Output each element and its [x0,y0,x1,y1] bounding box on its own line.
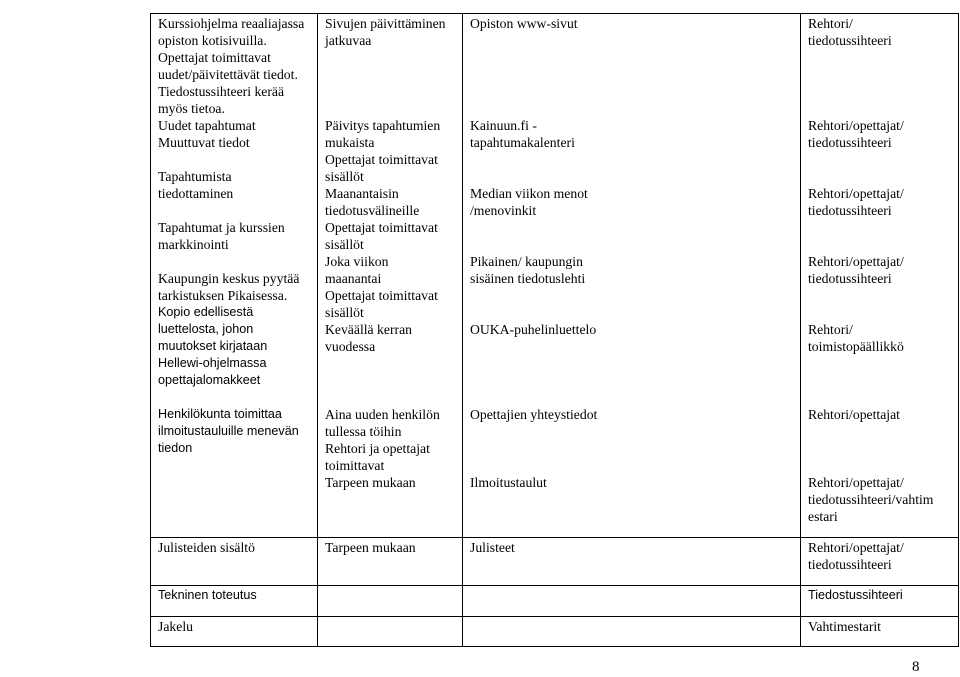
cell-spacer [808,236,952,253]
cell-line: Maanantaisin [325,186,399,201]
cell-spacer [325,66,456,83]
cell-spacer [808,355,952,372]
cell-line: tiedottaminen [158,186,234,201]
cell-line: Päivitys tapahtumien [325,118,441,133]
cell-line: Rehtori/ [808,16,853,31]
cell-spacer [325,83,456,100]
cell-line: Tapahtumat ja kurssien [158,220,285,235]
cell-spacer [470,83,794,100]
cell-line: sisällöt [325,169,364,184]
cell-line: tiedotussihteeri [808,271,892,286]
cell-line: tarkistuksen Pikaisessa. [158,288,288,303]
cell-line: Opiston www-sivut [470,16,578,31]
cell-line: mukaista [325,135,375,150]
cell-spacer [325,49,456,66]
cell-tekninen-responsible: Tiedostussihteeri [801,586,959,617]
cell-julisteet-content: Julisteiden sisältö [151,538,318,586]
cell-spacer [470,168,794,185]
cell-line: tiedotussihteeri [808,33,892,48]
cell-spacer [808,423,952,440]
cell-spacer [158,151,311,168]
cell-responsible-main [801,14,959,538]
cell-line: Rehtori/opettajat/ [808,540,904,555]
cell-line: Muuttuvat tiedot [158,135,250,150]
cell-line: Rehtori/opettajat [808,407,900,422]
cell-line: toimistopäällikkö [808,339,904,354]
cell-line: Rehtori ja opettajat [325,441,430,456]
cell-line: uudet/päivitettävät tiedot. [158,67,298,82]
table-row-julisteet [151,538,959,586]
cell-line: Rehtori/opettajat/ [808,254,904,269]
cell-line: Aina uuden henkilön [325,407,440,422]
cell-line: luettelosta, johon [158,322,254,336]
cell-spacer [158,253,311,270]
cell-spacer [808,168,952,185]
cell-spacer [808,287,952,304]
cell-line: Ilmoitustaulut [470,475,547,490]
cell-line: Opettajat toimittavat [158,50,271,65]
cell-line: tiedotussihteeri/vahtim [808,492,934,507]
cell-spacer [470,236,794,253]
cell-line: Opettajien yhteystiedot [470,407,598,422]
cell-lines [808,15,952,525]
cell-spacer [325,355,456,372]
cell-line: tullessa töihin [325,424,402,439]
cell-empty [318,586,463,617]
cell-line: tiedotussihteeri [808,557,892,572]
cell-line: Joka viikon [325,254,389,269]
cell-line: Tapahtumista [158,169,232,184]
cell-spacer [470,338,794,355]
cell-lines [325,15,456,491]
cell-spacer [470,304,794,321]
cell-line: estari [808,509,838,524]
cell-lines-serif [158,15,311,304]
cell-spacer [808,83,952,100]
cell-line: sisällöt [325,305,364,320]
cell-line: jatkuvaa [325,33,372,48]
cell-spacer [470,66,794,83]
cell-tekninen-label: Tekninen toteutus [151,586,318,617]
cell-spacer [808,372,952,389]
cell-line: sisäinen tiedotuslehti [470,271,586,286]
cell-line: Rehtori/opettajat/ [808,475,904,490]
communication-plan-table [150,13,959,647]
cell-line: Rehtori/opettajat/ [808,186,904,201]
cell-line: Opettajat toimittavat [325,152,438,167]
cell-spacer [470,440,794,457]
cell-line: vuodessa [325,339,376,354]
cell-empty [463,617,801,647]
cell-line: tiedotussihteeri [808,203,892,218]
cell-line: Uudet tapahtumat [158,118,256,133]
cell-line: Pikainen/ kaupungin [470,254,583,269]
cell-empty [318,617,463,647]
cell-spacer [808,151,952,168]
cell-spacer [325,372,456,389]
cell-spacer [808,304,952,321]
cell-julisteet-schedule: Tarpeen mukaan [318,538,463,586]
cell-spacer [325,389,456,406]
cell-line: tiedon [158,441,193,455]
cell-spacer [470,372,794,389]
cell-spacer [470,355,794,372]
cell-spacer [470,287,794,304]
table-row-main [151,14,959,538]
cell-spacer [470,32,794,49]
cell-lines-sans [158,304,311,457]
cell-line: Henkilökunta toimittaa [158,407,282,421]
cell-line: toimittavat [325,458,385,473]
cell-line: tiedotussihteeri [808,135,892,150]
cell-line: Kopio edellisestä [158,305,254,319]
cell-line: opiston kotisivuilla. [158,33,267,48]
cell-spacer [470,49,794,66]
cell-julisteet-channel: Julisteet [463,538,801,586]
cell-spacer [158,389,311,406]
cell-lines [470,15,794,491]
cell-line: OUKA-puhelinluettelo [470,322,597,337]
cell-line: muutokset kirjataan [158,339,268,353]
cell-spacer [470,151,794,168]
cell-spacer [808,219,952,236]
cell-spacer [325,100,456,117]
cell-line: Tiedostussihteeri kerää [158,84,285,99]
cell-line: maanantai [325,271,382,286]
cell-line: Kurssiohjelma reaaliajassa [158,16,305,31]
cell-line: Kaupungin keskus pyytää [158,271,300,286]
cell-spacer [470,457,794,474]
cell-line: Keväällä kerran [325,322,413,337]
cell-spacer [808,49,952,66]
cell-jakelu-label: Jakelu [151,617,318,647]
cell-spacer [470,219,794,236]
cell-spacer [470,423,794,440]
table-row-jakelu [151,617,959,647]
cell-spacer [470,100,794,117]
cell-line: sisällöt [325,237,364,252]
cell-spacer [808,66,952,83]
cell-line: Rehtori/ [808,322,853,337]
cell-jakelu-responsible: Vahtimestarit [801,617,959,647]
table-row-tekninen [151,586,959,617]
cell-line: ilmoitustauluille menevän [158,424,299,438]
cell-spacer [808,100,952,117]
cell-line: Median viikon menot [470,186,588,201]
cell-line: /menovinkit [470,203,537,218]
cell-line: Opettajat toimittavat [325,220,438,235]
cell-line: tiedotusvälineille [325,203,420,218]
cell-line: myös tietoa. [158,101,225,116]
cell-line: markkinointi [158,237,229,252]
page-number: 8 [912,659,920,675]
cell-spacer [808,440,952,457]
cell-line: Tarpeen mukaan [325,475,416,490]
cell-empty [463,586,801,617]
cell-line: Sivujen päivittäminen [325,16,446,31]
cell-line: Opettajat toimittavat [325,288,438,303]
cell-spacer [808,389,952,406]
cell-line: tapahtumakalenteri [470,135,575,150]
cell-julisteet-responsible [801,538,959,586]
cell-content-main [151,14,318,538]
cell-line: Rehtori/opettajat/ [808,118,904,133]
cell-line: Hellewi-ohjelmassa [158,356,267,370]
cell-channel-main [463,14,801,538]
cell-line: opettajalomakkeet [158,373,261,387]
cell-line: Kainuun.fi - [470,118,537,133]
cell-spacer [158,202,311,219]
cell-spacer [808,457,952,474]
cell-schedule-main [318,14,463,538]
cell-spacer [470,389,794,406]
